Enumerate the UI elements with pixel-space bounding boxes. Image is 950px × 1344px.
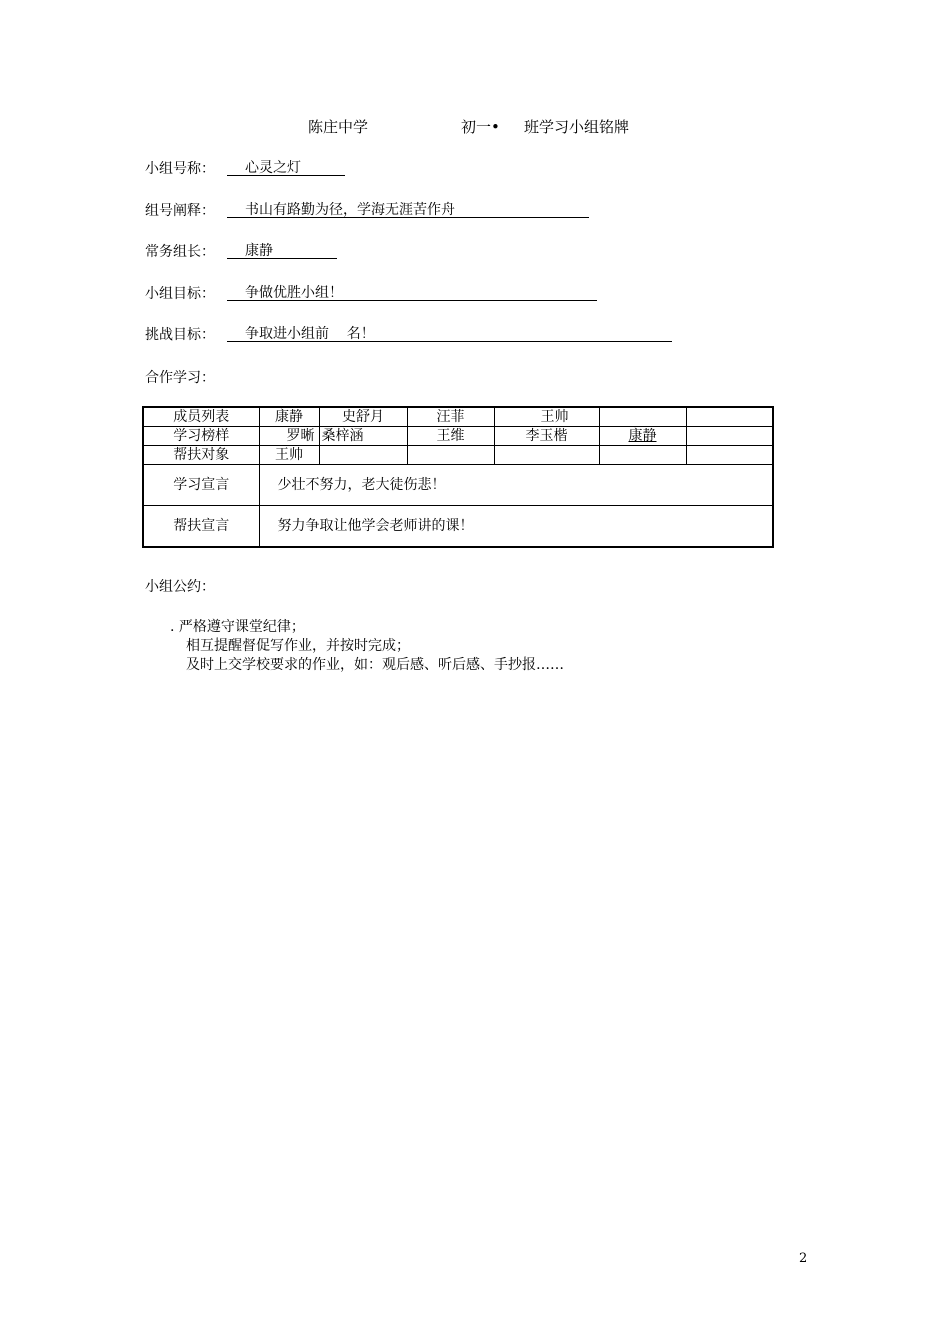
motto-value: 书山有路勤为径，学海无涯苦作舟 [245, 202, 455, 218]
challenge-value: 争取进小组前 名！ [245, 326, 375, 342]
group-name-value: 心灵之灯 [245, 160, 301, 176]
help-declaration-value: 努力争取让他学会老师讲的课！ [259, 506, 773, 548]
group-name-underline [227, 157, 345, 176]
grade-label: 初一• [461, 118, 500, 136]
leader-underline [227, 240, 337, 259]
group-name-label: 小组号称： [145, 161, 215, 177]
motto-underline [227, 199, 589, 218]
study-declaration-value: 少壮不努力，老大徒伤悲！ [259, 465, 773, 506]
rules-list [170, 618, 564, 675]
list-item: 及时上交学校要求的作业，如：观后感、听后感、手抄报…… [186, 657, 564, 673]
row-header-help: 帮扶对象 [143, 446, 259, 465]
row-header-members: 成员列表 [143, 407, 259, 427]
table-row [143, 506, 773, 548]
table-cell: 桑梓涵 [319, 427, 407, 446]
rules-label: 小组公约： [145, 579, 215, 595]
table-cell: 康静 [259, 407, 319, 427]
page-title: 班学习小组铭牌 [524, 118, 630, 136]
table-cell: 李玉楷 [494, 427, 599, 446]
challenge-label: 挑战目标： [145, 327, 215, 343]
list-item: . 严格遵守课堂纪律； [170, 619, 305, 635]
table-cell: 王帅 [494, 407, 599, 427]
table-cell: 汪菲 [407, 407, 494, 427]
table-cell [599, 446, 686, 465]
row-header-models: 学习榜样 [143, 427, 259, 446]
table-cell [686, 407, 773, 427]
table-cell [599, 407, 686, 427]
table-row [143, 465, 773, 506]
table-cell [686, 427, 773, 446]
study-declaration-label: 学习宣言 [143, 465, 259, 506]
table-cell [494, 446, 599, 465]
table-cell: 王帅 [259, 446, 319, 465]
goal-value: 争做优胜小组！ [245, 285, 343, 301]
leader-value: 康静 [245, 243, 273, 259]
table-row [143, 407, 773, 427]
coop-label: 合作学习： [145, 370, 215, 386]
table-cell: 罗晰 [259, 427, 319, 446]
list-item: 相互提醒督促写作业，并按时完成； [186, 638, 410, 654]
table-cell [686, 446, 773, 465]
goal-label: 小组目标： [145, 286, 215, 302]
challenge-underline [227, 323, 672, 342]
page-number: 2 [799, 1251, 808, 1266]
school-name: 陈庄中学 [308, 118, 369, 136]
table-cell [319, 446, 407, 465]
goal-underline [227, 282, 597, 301]
table-cell: 王维 [407, 427, 494, 446]
table-cell: 康静 [599, 427, 686, 446]
table-row [143, 427, 773, 446]
leader-label: 常务组长： [145, 244, 215, 260]
table-cell: 史舒月 [319, 407, 407, 427]
table-row [143, 446, 773, 465]
table-cell [407, 446, 494, 465]
help-declaration-label: 帮扶宣言 [143, 506, 259, 548]
members-table [142, 406, 774, 548]
motto-label: 组号阐释： [145, 203, 215, 219]
